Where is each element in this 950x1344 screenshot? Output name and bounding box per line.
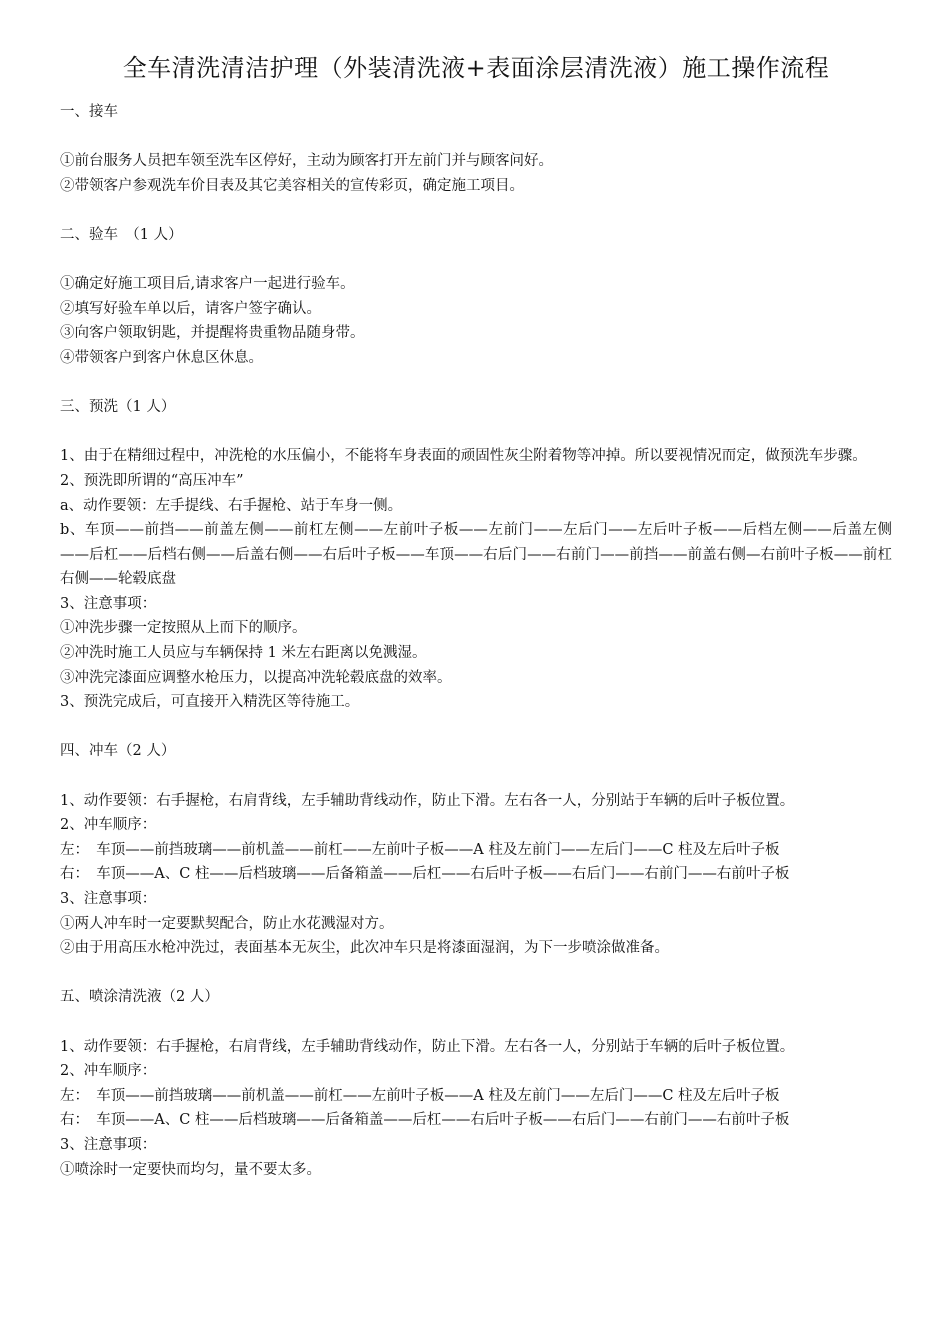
section-line: 右： 车顶——A、C 柱——后档玻璃——后备箱盖——后杠——右后叶子板——右后门——右前门——右前叶子板 [60, 1112, 790, 1129]
section-line: ②填写好验车单以后，请客户签字确认。 [60, 300, 321, 317]
section-line: ③冲洗完漆面应调整水枪压力，以提高冲洗轮毂底盘的效率。 [60, 669, 452, 686]
section-line: ②由于用高压水枪冲洗过，表面基本无灰尘，此次冲车只是将漆面湿润，为下一步喷涂做准备。 [60, 940, 669, 957]
section-heading: 四、冲车（2 人） [60, 743, 176, 760]
section-prewash [60, 395, 892, 715]
section-line: 左： 车顶——前挡玻璃——前机盖——前杠——左前叶子板——A 柱及左前门——左后门——C 柱及左后叶子板 [60, 1087, 780, 1104]
section-line: 3、预洗完成后，可直接开入精洗区等待施工。 [60, 694, 360, 711]
section-line: b、车顶——前挡——前盖左侧——前杠左侧——左前叶子板——左前门——左后门——左后叶子板——后档左侧——后盖左侧——后杠——后档右侧——后盖右侧——右后叶子板——车顶——右后门——右前门——前挡——前盖右侧—右前叶子板——前杠右侧——轮毂底盘 [60, 522, 892, 588]
section-line: ①喷涂时一定要快而均匀，量不要太多。 [60, 1161, 321, 1178]
section-line: 左： 车顶——前挡玻璃——前机盖——前杠——左前叶子板——A 柱及左前门——左后门——C 柱及左后叶子板 [60, 841, 780, 858]
section-line: ②冲洗时施工人员应与车辆保持 1 米左右距离以免溅湿。 [60, 645, 427, 662]
section-rinse [60, 739, 892, 960]
section-line: ①冲洗步骤一定按照从上而下的顺序。 [60, 620, 307, 637]
section-reception [60, 100, 892, 198]
section-heading: 三、预洗（1 人） [60, 399, 176, 416]
section-line: ④带领客户到客户休息区休息。 [60, 349, 263, 366]
section-line: ①两人冲车时一定要默契配合，防止水花溅湿对方。 [60, 915, 394, 932]
section-line: 2、预洗即所谓的“高压冲车” [60, 472, 244, 489]
section-heading: 一、接车 [60, 104, 118, 120]
section-inspection [60, 223, 892, 371]
section-line: ①前台服务人员把车领至洗车区停好，主动为顾客打开左前门并与顾客问好。 [60, 153, 553, 170]
section-heading: 五、喷涂清洗液（2 人） [60, 989, 219, 1006]
section-line: 3、注意事项： [60, 891, 157, 907]
section-line: 3、注意事项： [60, 1136, 157, 1153]
section-line: a、动作要领：左手提线、右手握枪、站于车身一侧。 [60, 497, 403, 514]
document-page [60, 50, 892, 1207]
section-line: ②带领客户参观洗车价目表及其它美容相关的宣传彩页，确定施工项目。 [60, 177, 524, 194]
section-line: 1、由于在精细过程中，冲洗枪的水压偏小，不能将车身表面的顽固性灰尘附着物等冲掉。所以要视情况而定，做预洗车步骤。 [60, 448, 867, 465]
section-spray-cleaner [60, 985, 892, 1182]
section-heading: 二、验车 （1 人） [60, 226, 183, 243]
section-line: 2、冲车顺序： [60, 1063, 157, 1080]
section-line: 3、注意事项： [60, 595, 157, 612]
section-line: ③向客户领取钥匙，并提醒将贵重物品随身带。 [60, 325, 365, 342]
section-line: 1、动作要领：右手握枪，右肩背线，左手辅助背线动作，防止下滑。左右各一人，分别站于车辆的后叶子板位置。 [60, 792, 795, 809]
section-line: 1、动作要领：右手握枪，右肩背线，左手辅助背线动作，防止下滑。左右各一人，分别站于车辆的后叶子板位置。 [60, 1038, 795, 1055]
section-line: 右： 车顶——A、C 柱——后档玻璃——后备箱盖——后杠——右后叶子板——右后门——右前门——右前叶子板 [60, 866, 790, 883]
document-title: 全车清洗清洁护理（外装清洗液+表面涂层清洗液）施工操作流程 [122, 54, 830, 82]
section-line: 2、冲车顺序： [60, 817, 157, 834]
section-line: ①确定好施工项目后,请求客户一起进行验车。 [60, 276, 355, 293]
